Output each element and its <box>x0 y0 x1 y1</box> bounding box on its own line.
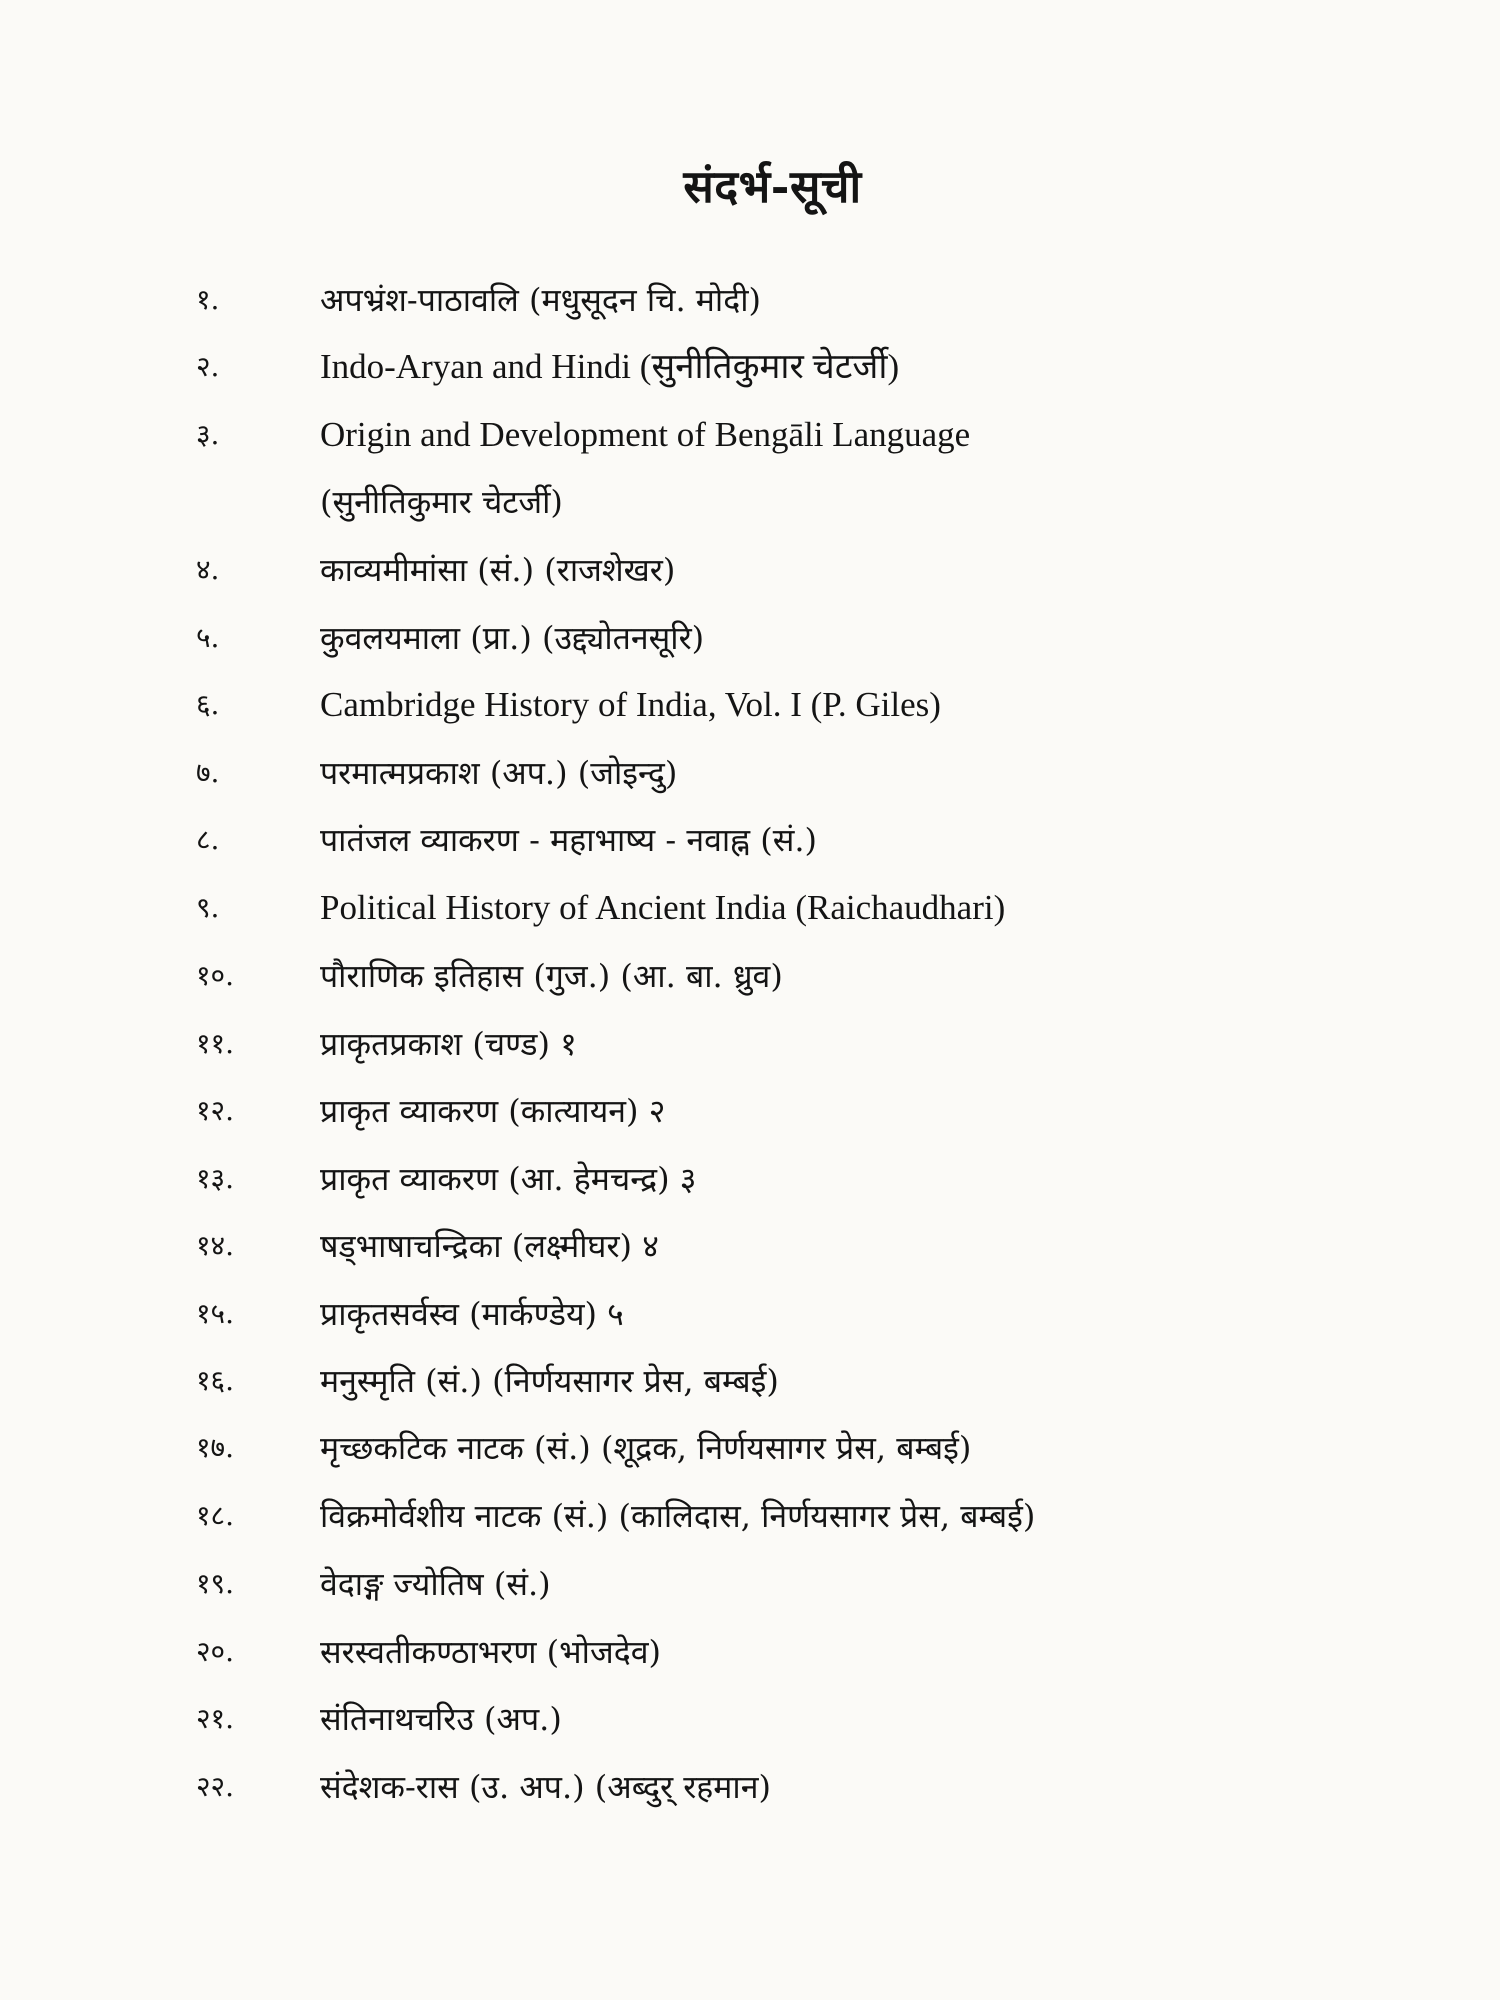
entry-number: ६. <box>196 688 220 721</box>
reference-entry <box>0 1216 1500 1276</box>
entry-text: Cambridge History of India, Vol. I (P. Giles) <box>320 685 941 724</box>
entry-number: २. <box>196 350 220 383</box>
reference-entry <box>0 270 1500 330</box>
reference-entry <box>0 1554 1500 1614</box>
reference-entry <box>0 540 1500 600</box>
reference-entry <box>0 1081 1500 1141</box>
entry-text: मृच्छकटिक नाटक (सं.) (शूद्रक, निर्णयसागर प्रेस, बम्बई) <box>320 1429 972 1467</box>
entry-text: प्राकृतप्रकाश (चण्ड) १ <box>320 1025 577 1063</box>
reference-entry <box>0 1622 1500 1682</box>
entry-text: Political History of Ancient India (Raichaudhari) <box>320 888 1006 927</box>
entry-number: १६. <box>196 1364 235 1397</box>
reference-entry <box>0 608 1500 668</box>
reference-entry <box>0 946 1500 1006</box>
entry-text: मनुस्मृति (सं.) (निर्णयसागर प्रेस, बम्बई) <box>320 1362 779 1400</box>
reference-entry <box>0 1418 1500 1478</box>
entry-number: १४. <box>196 1229 235 1262</box>
reference-entry <box>0 472 1500 532</box>
entry-text: Indo-Aryan and Hindi (सुनीतिकुमार चेटर्जी) <box>320 347 900 386</box>
reference-entry <box>0 810 1500 870</box>
entry-text: प्राकृत व्याकरण (कात्यायन) २ <box>320 1092 666 1130</box>
entry-text: काव्यमीमांसा (सं.) (राजशेखर) <box>320 551 676 589</box>
entry-text: विक्रमोर्वशीय नाटक (सं.) (कालिदास, निर्णयसागर प्रेस, बम्बई) <box>320 1497 1036 1535</box>
entry-number: १. <box>196 283 220 316</box>
entry-text: (सुनीतिकुमार चेटर्जी) <box>320 483 563 521</box>
reference-entry <box>0 405 1500 465</box>
entry-number: २२. <box>196 1770 235 1803</box>
entry-text: परमात्मप्रकाश (अप.) (जोइन्दु) <box>320 754 678 792</box>
entry-text: वेदाङ्ग ज्योतिष (सं.) <box>320 1565 551 1603</box>
entry-number: २१. <box>196 1702 235 1735</box>
entry-text: सरस्वतीकण्ठाभरण (भोजदेव) <box>320 1633 661 1671</box>
entry-number: ९. <box>196 891 220 924</box>
entry-text: कुवलयमाला (प्रा.) (उद्द्योतनसूरि) <box>320 619 705 657</box>
reference-entry <box>0 1757 1500 1817</box>
reference-entry <box>0 1284 1500 1344</box>
reference-entry <box>0 675 1500 735</box>
entry-number: ३. <box>196 418 220 451</box>
reference-entry <box>0 1149 1500 1209</box>
entry-text: पौराणिक इतिहास (गुज.) (आ. बा. ध्रुव) <box>320 957 783 995</box>
entry-number: ५. <box>196 621 220 654</box>
entry-text: प्राकृतसर्वस्व (मार्कण्डेय) ५ <box>320 1295 624 1333</box>
entry-text: संतिनाथचरिउ (अप.) <box>320 1700 562 1738</box>
entry-text: पातंजल व्याकरण - महाभाष्य - नवाह्न (सं.) <box>320 821 818 859</box>
reference-entry <box>0 1351 1500 1411</box>
reference-entry <box>0 1689 1500 1749</box>
entry-number: १२. <box>196 1094 235 1127</box>
reference-entry <box>0 1014 1500 1074</box>
entry-text: प्राकृत व्याकरण (आ. हेमचन्द्र) ३ <box>320 1160 697 1198</box>
entry-number: १९. <box>196 1567 235 1600</box>
entry-number: १३. <box>196 1162 235 1195</box>
entry-text: Origin and Development of Bengāli Language <box>320 415 971 454</box>
entry-number: ४. <box>196 553 220 586</box>
entry-number: ११. <box>196 1027 235 1060</box>
reference-entry <box>0 337 1500 397</box>
entry-number: ७. <box>196 756 220 789</box>
page-title: संदर्भ-सूची <box>683 160 862 213</box>
entry-text: षड्भाषाचन्द्रिका (लक्ष्मीघर) ४ <box>320 1227 659 1265</box>
entry-number: २०. <box>196 1635 235 1668</box>
entry-number: १७. <box>196 1431 235 1464</box>
entry-text: अपभ्रंश-पाठावलि (मधुसूदन चि. मोदी) <box>320 281 761 319</box>
reference-entry <box>0 743 1500 803</box>
reference-entry <box>0 1486 1500 1546</box>
reference-entry <box>0 878 1500 938</box>
entry-number: १५. <box>196 1297 235 1330</box>
entry-number: १०. <box>196 959 235 992</box>
entry-number: १८. <box>196 1499 235 1532</box>
entry-text: संदेशक-रास (उ. अप.) (अब्दुर् रहमान) <box>320 1768 771 1806</box>
entry-number: ८. <box>196 823 220 856</box>
